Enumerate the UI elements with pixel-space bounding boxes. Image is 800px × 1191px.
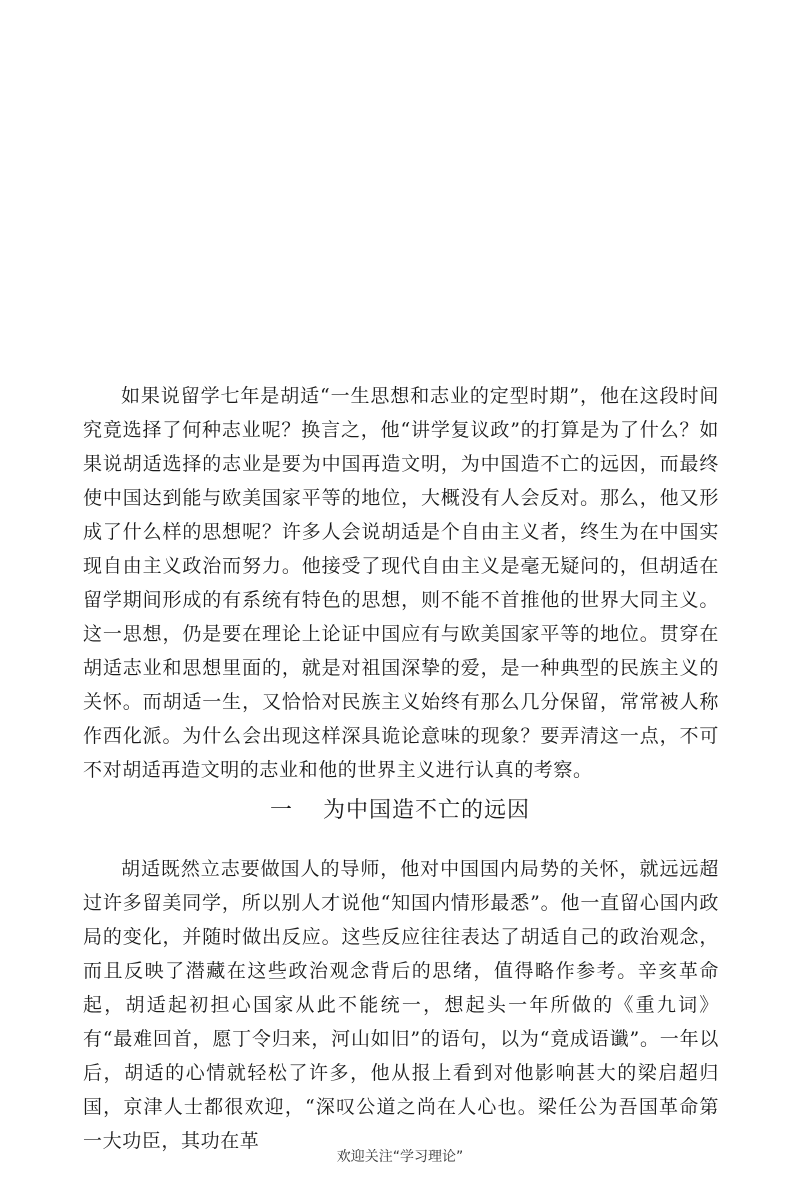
section-heading [0, 793, 800, 824]
body-paragraph: 如果说留学七年是胡适“一生思想和志业的定型时期”，他在这段时间究竟选择了何种志业呢？换言之，他“讲学复议政”的打算是为了什么？如果说胡适选择的志业是要为中国再造文明，为中国造不亡的远因，而最终使中国达到能与欧美国家平等的地位，大概没有人会反对。那么，他又形成了什么样的思想呢？许多人会说胡适是个自由主义者，终生为在中国实现自由主义政治而努力。他接受了现代自由主义是毫无疑问的，但胡适在留学期间形成的有系统有特色的思想，则不能不首推他的世界大同主义。这一思想，仍是要在理论上论证中国应有与欧美国家平等的地位。贯穿在胡适志业和思想里面的，就是对祖国深挚的爱，是一种典型的民族主义的关怀。而胡适一生，又恰恰对民族主义始终有那么几分保留，常常被人称作西化派。为什么会出现这样深具诡论意味的现象？要弄清这一点，不可不对胡适再造文明的志业和他的世界主义进行认真的考察。 [83, 385, 719, 781]
section-number: 一 [269, 798, 293, 823]
page-footer: 欢迎关注“学习理论” [336, 1149, 464, 1165]
body-paragraph: 胡适既然立志要做国人的导师，他对中国国内局势的关怀，就远远超过许多留美同学，所以别人才说他“知国内情形最悉”。他一直留心国内政局的变化，并随时做出反应。这些反应往往表达了胡适自己的政治观念，而且反映了潜藏在这些政治观念背后的思绪，值得略作参考。辛亥革命起，胡适起初担心国家从此不能统一，想起头一年所做的《重九词》有“最难回首，愿丁令归来，河山如旧”的语句，以为“竟成语谶”。一年以后，胡适的心情就轻松了许多，他从报上看到对他影响甚大的梁启超归国，京津人士都很欢迎，“深叹公道之尚在人心也。梁任公为吾国革命第一大功臣，其功在革 [83, 858, 719, 1152]
section-title: 为中国造不亡的远因 [323, 798, 531, 823]
